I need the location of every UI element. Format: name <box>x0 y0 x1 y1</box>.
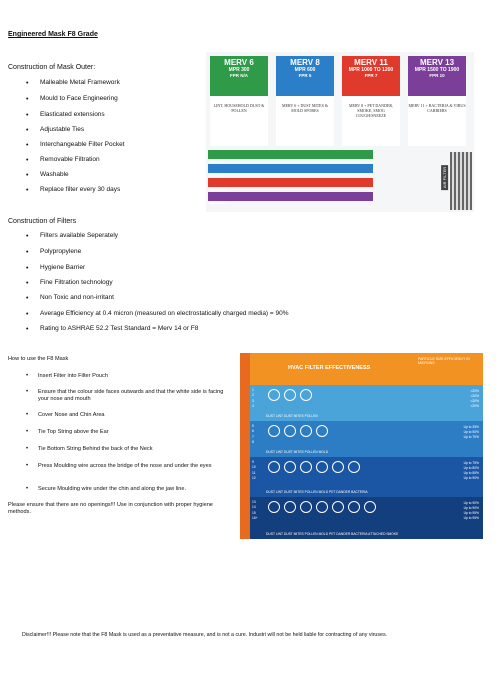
list-item: • Non Toxic and non-irritant <box>26 294 114 302</box>
hvac-title: HVAC FILTER EFFECTIVENESS <box>288 365 371 371</box>
bacteria-icon <box>348 501 360 513</box>
filters-heading: Construction of Filters <box>8 218 77 225</box>
list-item: • Press Moulding wire across the bridge of the nose and under the eyes <box>26 463 212 469</box>
mold-icon <box>316 425 328 437</box>
merv-strip: MERV 8 <box>208 164 373 173</box>
hvac-band: 5 6 7 8 DUST LINT DUST MITES POLLEN MOLD Up to 35% Up to 50% Up to 70% <box>250 421 483 457</box>
list-item: • Adjustable Ties <box>26 126 85 134</box>
list-item: • Fine Filtration technology <box>26 279 113 287</box>
merv-card-header: MERV 8 MPR 600 FPR 5 <box>276 56 334 96</box>
list-item: • Mould to Face Engineering <box>26 95 118 103</box>
mold-icon <box>316 501 328 513</box>
smoke-icon <box>364 501 376 513</box>
mold-icon <box>316 461 328 473</box>
merv-strip: MERV 11 <box>208 178 373 187</box>
dust-icon <box>268 461 280 473</box>
dust-icon <box>268 389 280 401</box>
list-item: • Secure Moulding wire under the chin and along the jaw line. <box>26 486 187 492</box>
merv-axis: MERV <box>240 353 250 539</box>
merv-card-desc: MERV 8 + PET DANDER, SMOKE, SMOG COUGH/SNEEZE <box>348 103 394 118</box>
list-item: • Polypropylene <box>26 248 82 256</box>
pet-icon <box>332 461 344 473</box>
list-item: • Cover Nose and Chin Area <box>26 412 105 418</box>
hvac-band: 9 10 11 12 DUST LINT DUST MITES POLLEN MOLD PET DANDER BACTERIA Up to 75% Up to 80% Up to 85% Up to 90% <box>250 457 483 497</box>
hvac-band: 13 14 15 16+ DUST LINT DUST MITES POLLEN MOLD PET DANDER BACTERIA ATTACHED SMOKE Up to 90% Up to 90% Up to 95% Up to 95% <box>250 497 483 539</box>
list-item: • Replace filter every 30 days <box>26 186 121 194</box>
hygiene-note: Please ensure that there are no openings!!! Use in conjunction with proper hygiene methods. <box>8 502 213 515</box>
pollen-icon <box>300 425 312 437</box>
mite-icon <box>284 501 296 513</box>
list-item: • Ensure that the colour side faces outwards and that the white side is facing your nose and mouth <box>26 389 224 402</box>
merv-strip: MERV 13 <box>208 192 373 201</box>
list-item: • Rating to ASHRAE 52.2 Test Standard = Merv 14 or F8 <box>26 325 199 333</box>
pollen-icon <box>300 461 312 473</box>
mite-icon <box>284 461 296 473</box>
merv-strip: MERV 6 <box>208 150 373 159</box>
hvac-band: 1 2 3 4 DUST LINT DUST MITES POLLEN <20% <20% <20% <20% <box>250 385 483 421</box>
dust-icon <box>268 501 280 513</box>
merv-card <box>276 56 334 146</box>
list-item: • Tie Top String above the Ear <box>26 429 109 435</box>
merv-card-header: MERV 11 MPR 1000 TO 1200 FPR 7 <box>342 56 400 96</box>
merv-card-desc: MERV 11 + BACTERIA & VIRUS CARRIERS <box>408 103 466 113</box>
list-item: • Washable <box>26 171 69 179</box>
pollen-icon <box>300 389 312 401</box>
list-item: • Insert Filter into Filter Pouch <box>26 373 108 379</box>
outer-heading: Construction of Mask Outer: <box>8 64 96 71</box>
bacteria-icon <box>348 461 360 473</box>
list-item: • Elasticated extensions <box>26 111 105 119</box>
air-filter-image: AIR FILTER <box>450 152 472 210</box>
pet-icon <box>332 501 344 513</box>
list-item: • Average Efficiency at 0.4 micron (measured on electrostatically charged media) = 90% <box>26 310 289 318</box>
list-item: • Tie Bottom String Behind the back of the Neck <box>26 446 153 452</box>
list-item: • Interchangeable Filter Pocket <box>26 141 125 149</box>
hvac-effectiveness-chart <box>235 353 483 539</box>
merv-card-desc: MERV 6 + DUST MITES & MOLD SPORES <box>282 103 328 113</box>
dust-icon <box>268 425 280 437</box>
list-item: • Malleable Metal Framework <box>26 79 120 87</box>
mite-icon <box>284 425 296 437</box>
list-item: • Removable Filtration <box>26 156 100 164</box>
merv-card-desc: LINT, HOUSEHOLD DUST & POLLEN <box>213 103 265 113</box>
page-title: Engineered Mask F8 Grade <box>8 31 98 38</box>
mite-icon <box>284 389 296 401</box>
hvac-subtitle: PARTICLE SIZE EFFICIENCY IN MICRONS <box>418 357 470 365</box>
merv-card <box>408 56 466 146</box>
merv-card-header: MERV 13 MPR 1500 TO 1900 FPR 10 <box>408 56 466 96</box>
list-item: • Filters available Seperately <box>26 232 119 240</box>
list-item: • Hygiene Barrier <box>26 264 86 272</box>
merv-rating-figure <box>206 52 474 212</box>
disclaimer: Disclaimer!!! Please note that the F8 Mask is used as a preventative measure, and is not a cure. Industri will not be held liable for contracting of any viruses. <box>22 632 388 638</box>
howto-heading: How to use the F8 Mask <box>8 356 69 362</box>
pollen-icon <box>300 501 312 513</box>
merv-card <box>342 56 400 146</box>
merv-card-header: MERV 6 MPR 300 FPR N/A <box>210 56 268 96</box>
merv-card <box>210 56 268 146</box>
